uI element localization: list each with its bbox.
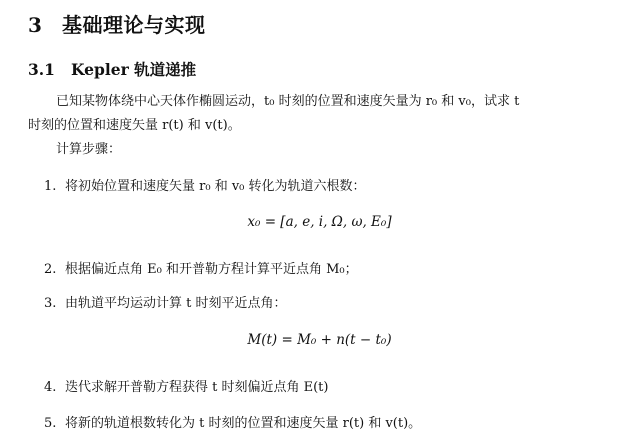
steps-label-paragraph	[28, 138, 608, 162]
section-heading	[28, 9, 206, 38]
step-text: 将新的轨道根数转化为 t 时刻的位置和速度矢量 r(t) 和 v(t)。	[65, 416, 422, 431]
list-item	[44, 258, 358, 277]
subsection-title: Kepler 轨道递推	[71, 60, 197, 79]
list-item	[44, 292, 287, 311]
formula-orbital-elements: x₀ = [a, e, i, Ω, ω, E₀]	[247, 214, 392, 230]
step-text: 由轨道平均运动计算 t 时刻平近点角：	[65, 296, 287, 311]
formula-mean-anomaly: M(t) = M₀ + n(t − t₀)	[247, 332, 392, 348]
subsection-number: 3.1	[28, 60, 55, 79]
section-title: 基础理论与实现	[62, 13, 206, 37]
subsection-heading	[28, 58, 196, 80]
step-text: 根据偏近点角 E₀ 和开普勒方程计算平近点角 M₀；	[65, 262, 358, 277]
steps-label: 计算步骤：	[56, 142, 122, 157]
step-number: 5.	[44, 416, 57, 431]
step-number: 2.	[44, 262, 57, 277]
step-number: 1.	[44, 179, 57, 194]
step-text: 迭代求解开普勒方程获得 t 时刻偏近点角 E(t)	[65, 380, 329, 395]
intro-line-2: 时刻的位置和速度矢量 r(t) 和 v(t)。	[28, 118, 241, 133]
list-item	[44, 175, 366, 194]
step-number: 4.	[44, 380, 57, 395]
list-item	[44, 412, 421, 431]
list-item	[44, 376, 328, 395]
section-number: 3	[28, 13, 43, 37]
intro-line-1: 已知某物体绕中心天体作椭圆运动，t₀ 时刻的位置和速度矢量为 r₀ 和 v₀，试求 t	[56, 94, 520, 109]
step-text: 将初始位置和速度矢量 r₀ 和 v₀ 转化为轨道六根数：	[65, 179, 366, 194]
step-number: 3.	[44, 296, 57, 311]
intro-paragraph	[28, 90, 608, 138]
